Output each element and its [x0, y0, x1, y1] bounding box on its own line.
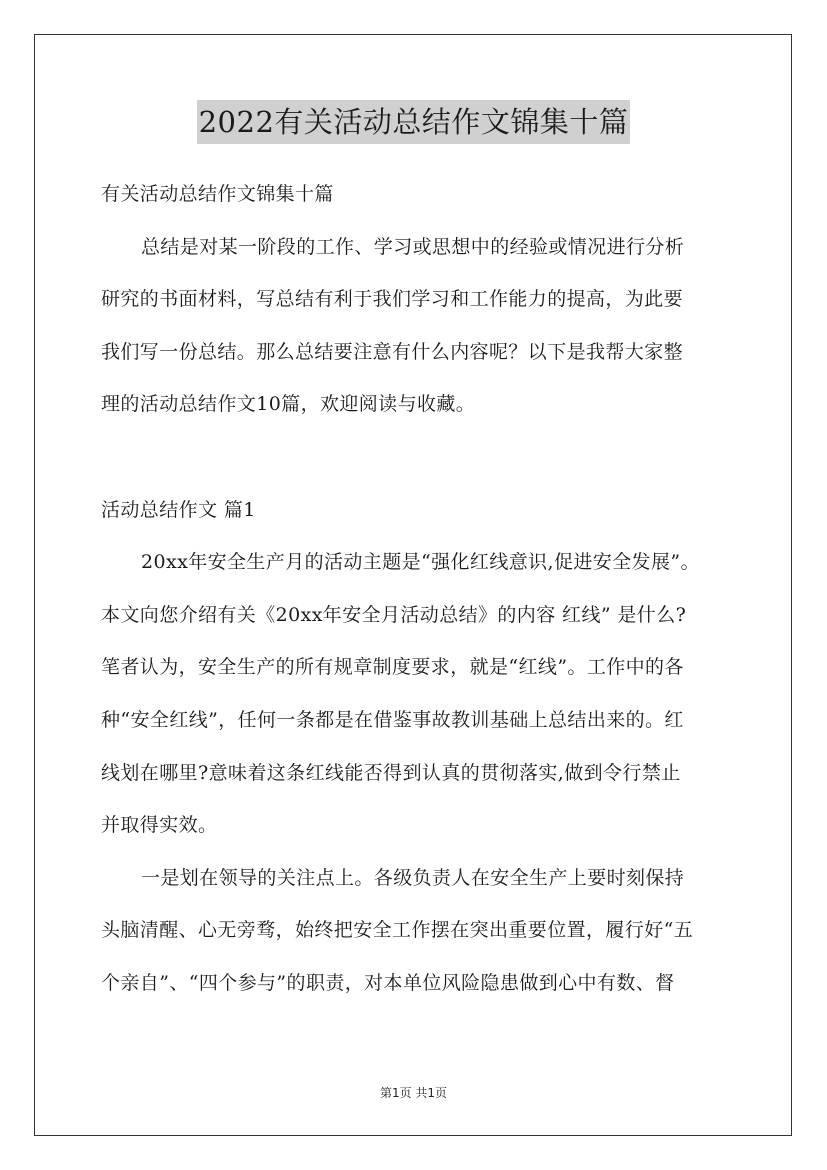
paragraph-line: 研究的书面材料，写总结有利于我们学习和工作能力的提高，为此要	[101, 288, 684, 311]
document-title-text: 2022有关活动总结作文锦集十篇	[197, 100, 631, 144]
document-subtitle: 有关活动总结作文锦集十篇	[101, 183, 334, 205]
page-number: 第1页 共1页	[379, 1086, 448, 1100]
paragraph-line: 头脑清醒、心无旁骛，始终把安全工作摆在突出重要位置，履行好“五	[101, 919, 694, 942]
paragraph-line: 总结是对某一阶段的工作、学习或思想中的经验或情况进行分析	[141, 235, 685, 258]
paragraph-line: 并取得实效。	[101, 814, 218, 837]
paragraph-line: 理的活动总结作文10篇，欢迎阅读与收藏。	[101, 393, 476, 416]
page-footer	[0, 1084, 827, 1101]
section-paragraph-1	[101, 536, 741, 852]
paragraph-line: 线划在哪里?意味着这条红线能否得到认真的贯彻落实,做到令行禁止	[101, 761, 681, 784]
blank-line	[101, 431, 741, 484]
paragraph-line: 本文向您介绍有关《20xx年安全月活动总结》的内容 红线” 是什么?	[101, 603, 687, 626]
paragraph-line: 我们写一份总结。那么总结要注意有什么内容呢？以下是我帮大家整	[101, 340, 684, 363]
intro-paragraph	[101, 221, 741, 431]
paragraph-line: 个亲自”、“四个参与”的职责，对本单位风险隐患做到心中有数、督	[101, 971, 675, 994]
paragraph-line: 一是划在领导的关注点上。各级负责人在安全生产上要时刻保持	[141, 866, 685, 889]
document-title	[0, 100, 827, 144]
paragraph-line: 20xx年安全生产月的活动主题是“强化红线意识,促进安全发展”。	[141, 551, 700, 574]
section-paragraph-2	[101, 852, 741, 1010]
paragraph-line: 笔者认为，安全生产的所有规章制度要求，就是“红线”。工作中的各	[101, 656, 684, 679]
paragraph-line: 种“安全红线”，任何一条都是在借鉴事故教训基础上总结出来的。红	[101, 708, 684, 731]
section-heading: 活动总结作文 篇1	[101, 498, 256, 521]
document-body	[101, 168, 741, 1010]
